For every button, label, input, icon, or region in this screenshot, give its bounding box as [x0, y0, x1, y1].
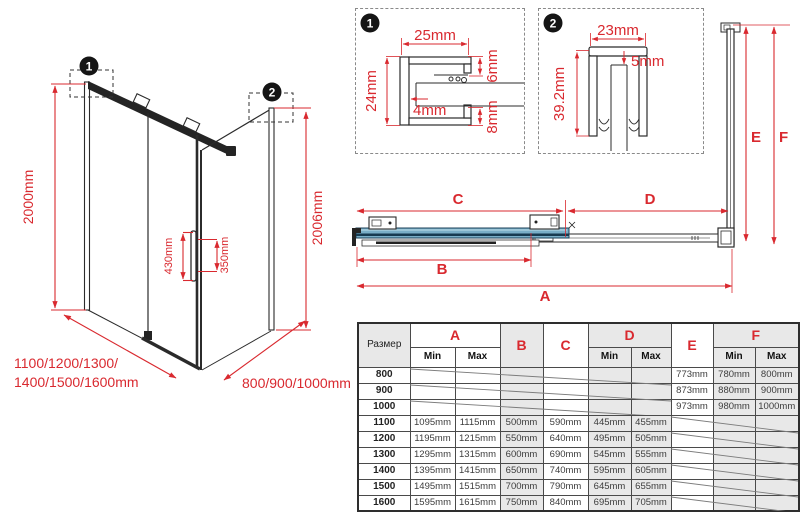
cell-b: 550mm	[500, 431, 543, 447]
dim-label-24: 24mm	[363, 70, 380, 112]
cell-d-max	[631, 399, 671, 415]
cell-e	[671, 479, 713, 495]
cell-d-max: 455mm	[631, 415, 671, 431]
header-size: Размер	[358, 323, 410, 367]
cell-f-max	[755, 447, 799, 463]
glass-in-rail	[599, 65, 639, 151]
cell-e	[671, 447, 713, 463]
cell-b: 500mm	[500, 415, 543, 431]
dim-label-5: 5mm	[631, 53, 665, 70]
cell-f-max	[755, 463, 799, 479]
seal-clip-right	[629, 119, 639, 131]
dim-label-39: 39.2mm	[551, 66, 568, 122]
rail-end-cap	[226, 146, 236, 156]
cell-d-max	[631, 383, 671, 399]
table-row	[358, 447, 799, 463]
enclosure-frame	[85, 81, 275, 370]
wall-cap-section	[352, 228, 361, 233]
roller-right-section	[530, 215, 559, 229]
cell-f-min	[713, 479, 755, 495]
cell-a-min: 1095mm	[410, 415, 455, 431]
callout-1-number: 1	[85, 59, 93, 74]
cell-b	[500, 383, 543, 399]
dim-label-23: 23mm	[597, 22, 639, 39]
side-panel-section	[718, 23, 740, 247]
cell-b	[500, 367, 543, 383]
cell-d-min: 695mm	[588, 495, 631, 511]
cell-e	[671, 463, 713, 479]
cell-c	[543, 399, 588, 415]
cell-d-min	[588, 367, 631, 383]
cell-a-max: 1615mm	[455, 495, 500, 511]
cell-f-max	[755, 415, 799, 431]
dim-label-handle-outer: 430mm	[163, 237, 175, 275]
cell-d-max: 655mm	[631, 479, 671, 495]
cell-a-min: 1295mm	[410, 447, 455, 463]
cell-c: 840mm	[543, 495, 588, 511]
dim-label-handle-inner: 350mm	[219, 236, 231, 274]
detail-2-drawing	[539, 9, 701, 151]
cell-d-max: 705mm	[631, 495, 671, 511]
cell-f-min	[713, 463, 755, 479]
cell-a-min: 1395mm	[410, 463, 455, 479]
cell-d-min: 595mm	[588, 463, 631, 479]
cell-size: 1100	[358, 415, 410, 431]
cell-size: 1500	[358, 479, 410, 495]
cell-a-max	[455, 383, 500, 399]
cell-size: 1300	[358, 447, 410, 463]
header-A: A	[410, 323, 500, 347]
cell-size: 800	[358, 367, 410, 383]
dim-label-4: 4mm	[413, 102, 447, 119]
cell-f-min	[713, 495, 755, 511]
cell-b	[500, 399, 543, 415]
cell-d-max: 605mm	[631, 463, 671, 479]
cell-c: 690mm	[543, 447, 588, 463]
cell-b: 750mm	[500, 495, 543, 511]
cell-d-min: 545mm	[588, 447, 631, 463]
table-row	[358, 431, 799, 447]
seal-clip-left	[599, 119, 609, 131]
cell-e: 773mm	[671, 367, 713, 383]
table-row	[358, 479, 799, 495]
detail-1-drawing	[356, 9, 524, 153]
cell-a-max: 1115mm	[455, 415, 500, 431]
dim-label-D: D	[644, 191, 656, 208]
cell-e: 873mm	[671, 383, 713, 399]
cell-e	[671, 431, 713, 447]
detail-view-2	[538, 8, 704, 154]
cell-a-max	[455, 367, 500, 383]
header-A-max: Max	[455, 347, 500, 367]
cell-d-min: 445mm	[588, 415, 631, 431]
cell-size: 1000	[358, 399, 410, 415]
top-rail	[88, 81, 231, 156]
header-A-min: Min	[410, 347, 455, 367]
cell-d-min	[588, 383, 631, 399]
dim-label-6: 6mm	[484, 49, 501, 83]
table-row	[358, 415, 799, 431]
callout-2-number: 2	[268, 85, 276, 100]
dim-label-B: B	[436, 261, 448, 278]
cell-a-min	[410, 383, 455, 399]
size-table	[357, 322, 800, 512]
cell-f-max: 900mm	[755, 383, 799, 399]
header-B: B	[500, 323, 543, 367]
dim-label-height-right: 2006mm	[309, 190, 325, 246]
detail-view-1	[355, 8, 525, 154]
cell-d-max	[631, 367, 671, 383]
size-table-wrapper	[357, 322, 798, 512]
header-F: F	[713, 323, 799, 347]
cell-a-min	[410, 367, 455, 383]
cell-e	[671, 495, 713, 511]
cell-d-min	[588, 399, 631, 415]
cell-a-max	[455, 399, 500, 415]
header-C: C	[543, 323, 588, 367]
dim-label-25: 25mm	[414, 27, 456, 44]
cell-e	[671, 415, 713, 431]
table-row	[358, 463, 799, 479]
header-F-min: Min	[713, 347, 755, 367]
detail-2-number: 2	[549, 16, 557, 31]
dim-label-A: A	[539, 288, 551, 305]
cell-a-min	[410, 399, 455, 415]
cell-d-min: 495mm	[588, 431, 631, 447]
cell-b: 700mm	[500, 479, 543, 495]
cell-f-min	[713, 431, 755, 447]
cell-c: 640mm	[543, 431, 588, 447]
dim-label-E: E	[751, 129, 762, 146]
cell-f-max: 1000mm	[755, 399, 799, 415]
cell-f-min: 880mm	[713, 383, 755, 399]
cell-c: 740mm	[543, 463, 588, 479]
door-handle	[191, 231, 196, 281]
cell-size: 900	[358, 383, 410, 399]
enclosure-perspective-view	[0, 0, 355, 405]
wall-profile-left	[85, 82, 90, 310]
cell-f-max	[755, 431, 799, 447]
cell-f-min: 780mm	[713, 367, 755, 383]
side-bottom-edge	[202, 331, 271, 370]
header-D-max: Max	[631, 347, 671, 367]
side-top-edge	[202, 109, 271, 150]
cell-b: 600mm	[500, 447, 543, 463]
cell-d-max: 505mm	[631, 431, 671, 447]
cell-a-min: 1595mm	[410, 495, 455, 511]
cell-f-min: 980mm	[713, 399, 755, 415]
dim-label-C: C	[452, 191, 464, 208]
cell-b: 650mm	[500, 463, 543, 479]
cell-size: 1600	[358, 495, 410, 511]
cell-f-max	[755, 479, 799, 495]
cell-size: 1400	[358, 463, 410, 479]
header-F-max: Max	[755, 347, 799, 367]
cell-c	[543, 367, 588, 383]
cell-f-min	[713, 415, 755, 431]
header-D: D	[588, 323, 671, 347]
header-E: E	[671, 323, 713, 367]
dim-label-F: F	[779, 129, 789, 146]
cell-c: 590mm	[543, 415, 588, 431]
dim-label-width-2: 1400/1500/1600mm	[14, 374, 139, 390]
cell-c	[543, 383, 588, 399]
table-row	[358, 495, 799, 511]
header-D-min: Min	[588, 347, 631, 367]
table-row	[358, 367, 799, 383]
cell-a-min: 1195mm	[410, 431, 455, 447]
roller-left-section	[369, 217, 396, 229]
cell-a-max: 1415mm	[455, 463, 500, 479]
cell-d-max: 555mm	[631, 447, 671, 463]
dim-label-height-left: 2000mm	[20, 169, 36, 225]
cell-e: 973mm	[671, 399, 713, 415]
detail-1-number: 1	[366, 16, 374, 31]
dim-label-8: 8mm	[484, 100, 501, 134]
cell-a-max: 1215mm	[455, 431, 500, 447]
cell-f-max: 800mm	[755, 367, 799, 383]
wall-profile-right	[269, 108, 274, 330]
cell-f-max	[755, 495, 799, 511]
cell-c: 790mm	[543, 479, 588, 495]
table-row	[358, 383, 799, 399]
dim-label-width-1: 1100/1200/1300/	[14, 355, 119, 371]
cell-f-min	[713, 447, 755, 463]
cell-d-min: 645mm	[588, 479, 631, 495]
dim-label-depth: 800/900/1000mm	[242, 375, 351, 391]
cell-a-max: 1515mm	[455, 479, 500, 495]
cell-a-max: 1315mm	[455, 447, 500, 463]
table-row	[358, 399, 799, 415]
cell-size: 1200	[358, 431, 410, 447]
cell-a-min: 1495mm	[410, 479, 455, 495]
